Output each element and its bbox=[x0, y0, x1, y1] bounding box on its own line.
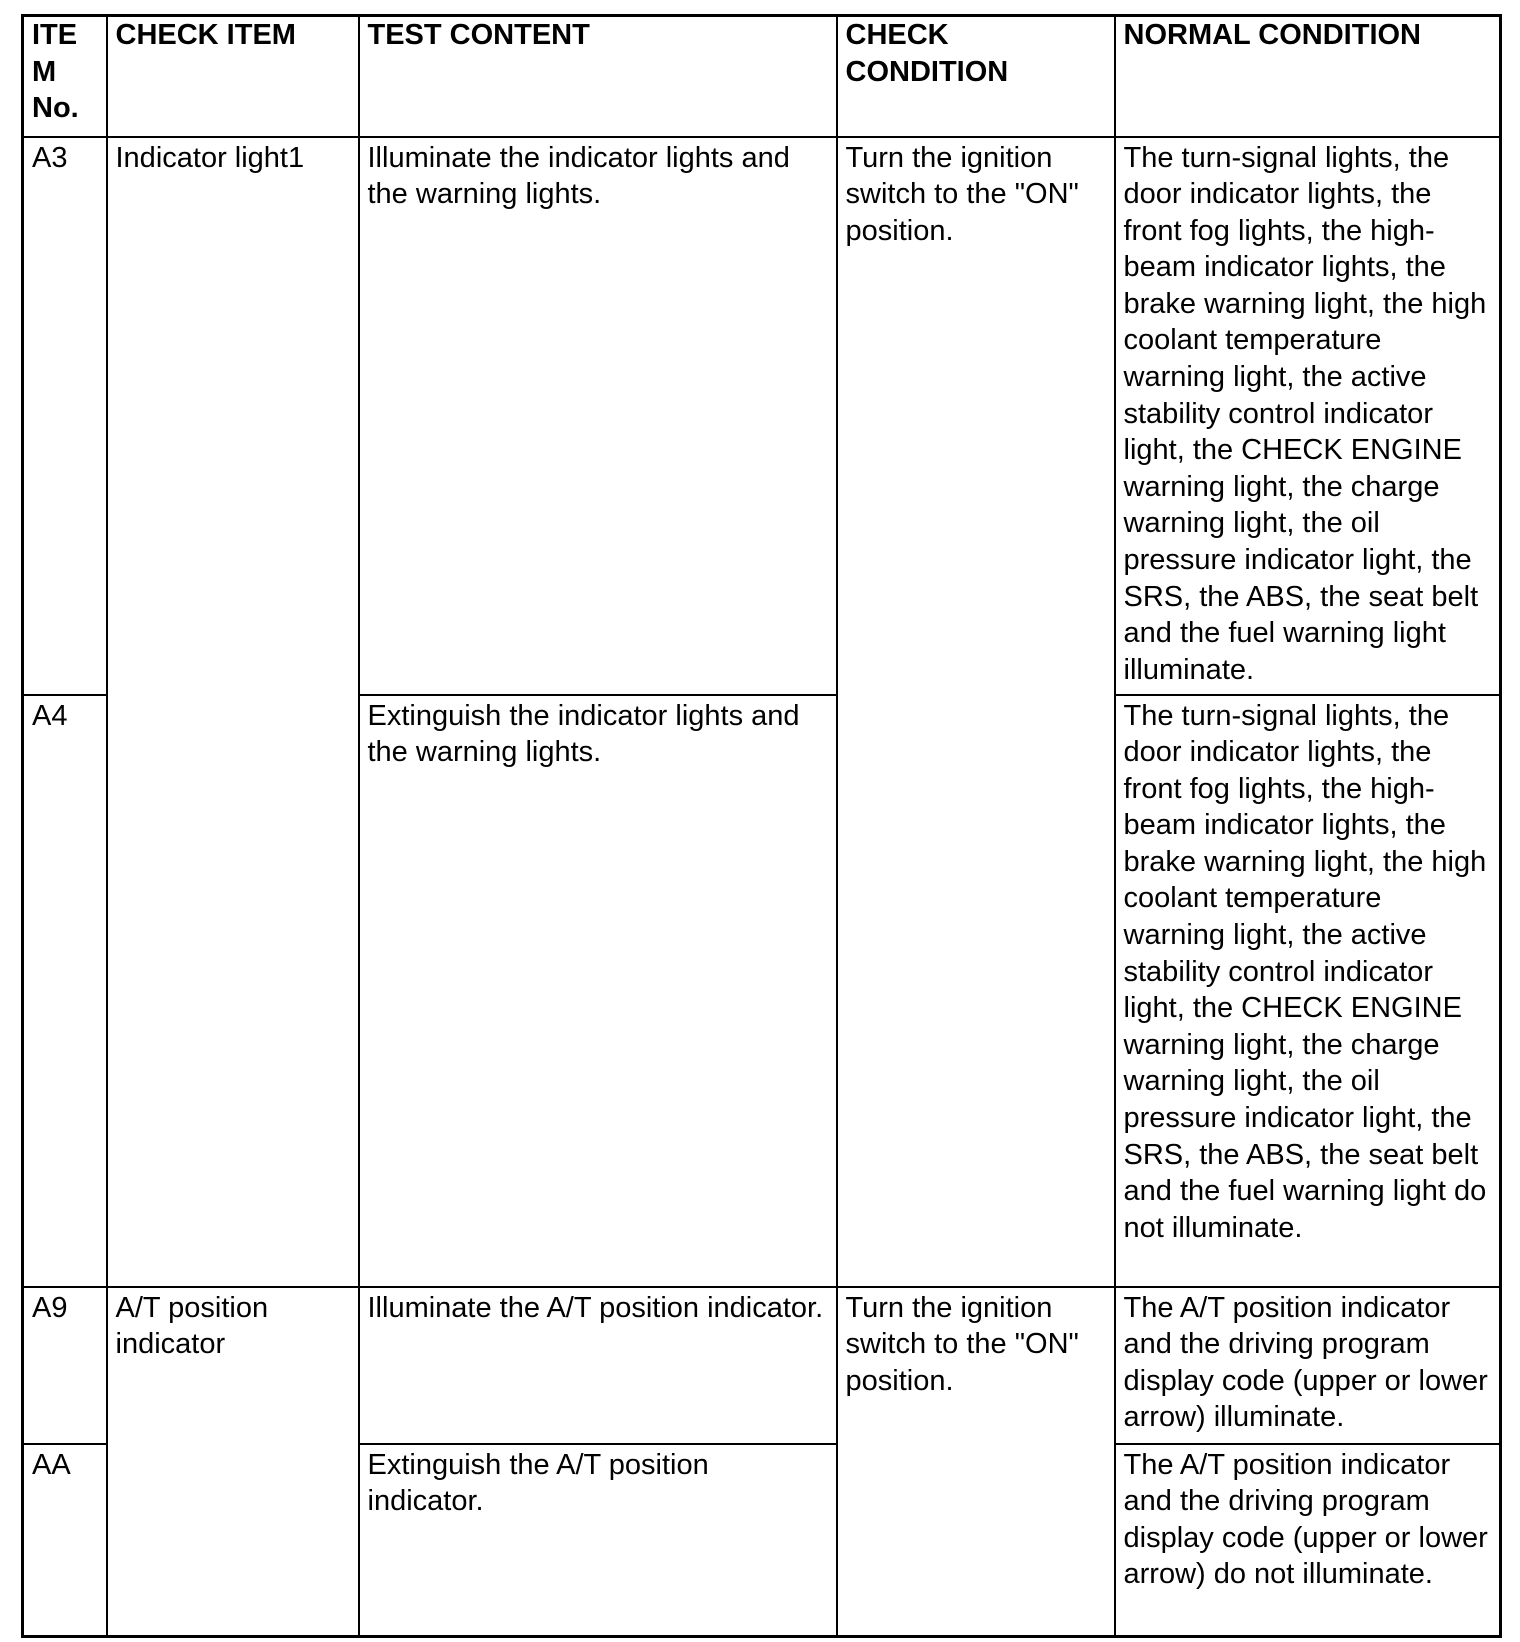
header-check-item: CHECK ITEM bbox=[107, 16, 359, 137]
test-content-cell: Illuminate the A/T position indicator. bbox=[359, 1287, 837, 1444]
table-row bbox=[23, 1287, 1501, 1444]
header-item-no-label: ITE M No. bbox=[32, 19, 79, 125]
header-check-condition: CHECK CONDITION bbox=[837, 16, 1115, 137]
test-content-cell: Illuminate the indicator lights and the warning lights. bbox=[359, 137, 837, 695]
item-no-cell: A4 bbox=[23, 695, 107, 1287]
normal-condition-cell: The A/T position indicator and the driving program display code (upper or lower arrow) do not illuminate. bbox=[1115, 1444, 1501, 1637]
normal-condition-cell: The turn-signal lights, the door indicator lights, the front fog lights, the high-beam indicator lights, the brake warning light, the high coolant temperature warning light, the active stability control indicator light, the CHECK ENGINE warning light, the charge warning light, the oil pressure indicator light, the SRS, the ABS, the seat belt and the fuel warning light do not illuminate. bbox=[1115, 695, 1501, 1287]
header-row bbox=[23, 16, 1501, 137]
item-no-cell: A3 bbox=[23, 137, 107, 695]
normal-condition-cell: The turn-signal lights, the door indicator lights, the front fog lights, the high-beam indicator lights, the brake warning light, the high coolant temperature warning light, the active stability control indicator light, the CHECK ENGINE warning light, the charge warning light, the oil pressure indicator light, the SRS, the ABS, the seat belt and the fuel warning light illuminate. bbox=[1115, 137, 1501, 695]
item-no-cell: AA bbox=[23, 1444, 107, 1637]
check-item-cell: Indicator light1 bbox=[107, 137, 359, 1287]
header-normal-condition: NORMAL CONDITION bbox=[1115, 16, 1501, 137]
test-content-cell: Extinguish the indicator lights and the warning lights. bbox=[359, 695, 837, 1287]
check-item-cell: A/T position indicator bbox=[107, 1287, 359, 1637]
header-test-content: TEST CONTENT bbox=[359, 16, 837, 137]
check-condition-cell: Turn the ignition switch to the "ON" position. bbox=[837, 1287, 1115, 1637]
item-no-cell: A9 bbox=[23, 1287, 107, 1444]
check-table bbox=[21, 14, 1502, 1638]
normal-condition-cell: The A/T position indicator and the driving program display code (upper or lower arrow) illuminate. bbox=[1115, 1287, 1501, 1444]
check-condition-cell: Turn the ignition switch to the "ON" position. bbox=[837, 137, 1115, 1287]
test-content-cell: Extinguish the A/T position indicator. bbox=[359, 1444, 837, 1637]
header-item-no bbox=[23, 16, 107, 137]
table-row bbox=[23, 137, 1501, 695]
